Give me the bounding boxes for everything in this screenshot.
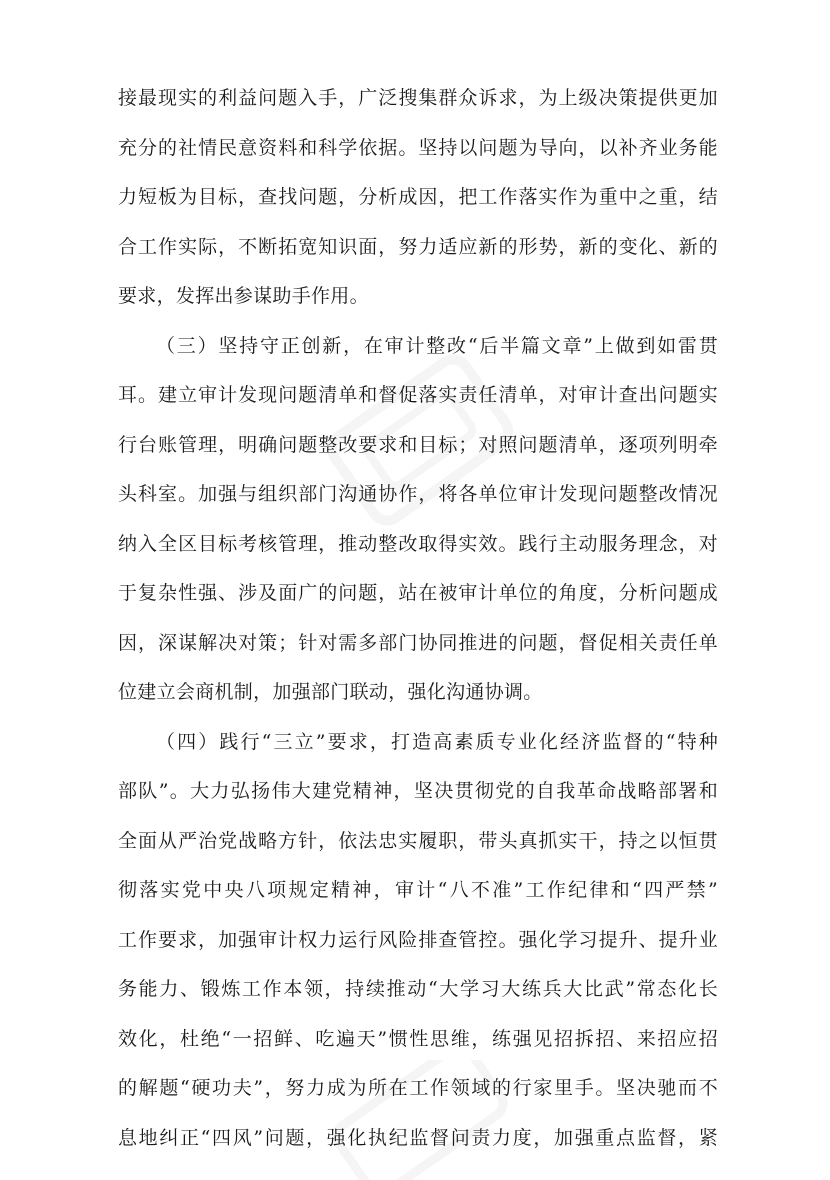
text-line: 全面从严治党战略方针，依法忠实履职，带头真抓实干，持之以恒贯: [118, 829, 718, 852]
paragraph-section-3: [118, 322, 718, 718]
section-heading-line: （四）践行“三立”要求，打造高素质专业化经济监督的“特种: [156, 730, 718, 753]
text-line: 于复杂性强、涉及面广的问题，站在被审计单位的角度，分析问题成: [118, 582, 718, 604]
text-line: 纳入全区目标考核管理，推动整改取得实效。践行主动服务理念，对: [118, 532, 718, 555]
paragraph-section-4: [118, 718, 718, 1164]
text-line: 接最现实的利益问题入手，广泛搜集群众诉求，为上级决策提供更加: [118, 87, 718, 109]
text-line: 力短板为目标，查找问题，分析成因，把工作落实作为重中之重，结: [118, 186, 718, 208]
text-line: 部队”。大力弘扬伟大建党精神，坚决贯彻党的自我革命战略部署和: [118, 780, 718, 802]
text-line: 位建立会商机制，加强部门联动，强化沟通协调。: [118, 681, 543, 703]
text-line: 要求，发挥出参谋助手作用。: [118, 285, 369, 307]
text-line: 因，深谋解决对策；针对需多部门协同推进的问题，督促相关责任单: [118, 631, 718, 654]
document-body: [118, 74, 718, 1163]
text-line: 行台账管理，明确问题整改要求和目标；对照问题清单，逐项列明牵: [118, 433, 718, 456]
text-line: 头科室。加强与组织部门沟通协作，将各单位审计发现问题整改情况: [118, 483, 718, 505]
text-line: 彻落实党中央八项规定精神，审计“八不准”工作纪律和“四严禁”: [118, 879, 718, 901]
section-heading-line: （三）坚持守正创新，在审计整改“后半篇文章”上做到如雷贯: [156, 334, 718, 357]
text-line: 充分的社情民意资料和科学依据。坚持以问题为导向，以补齐业务能: [118, 136, 718, 159]
text-line: 务能力、锻炼工作本领，持续推动“大学习大练兵大比武”常态化长: [118, 978, 718, 1000]
text-line: 工作要求，加强审计权力运行风险排查管控。强化学习提升、提升业: [118, 928, 718, 951]
text-line: 息地纠正“四风”问题，强化执纪监督问责力度，加强重点监督，紧: [118, 1126, 718, 1149]
text-line: 的解题“硬功夫”，努力成为所在工作领域的行家里手。坚决驰而不: [118, 1077, 718, 1099]
text-line: 效化，杜绝“一招鲜、吃遍天”惯性思维，练强见招拆招、来招应招: [118, 1027, 718, 1050]
paragraph-1: [118, 74, 718, 322]
text-line: 耳。建立审计发现问题清单和督促落实责任清单，对审计查出问题实: [118, 384, 718, 406]
text-line: 合工作实际，不断拓宽知识面，努力适应新的形势，新的变化、新的: [118, 235, 718, 258]
